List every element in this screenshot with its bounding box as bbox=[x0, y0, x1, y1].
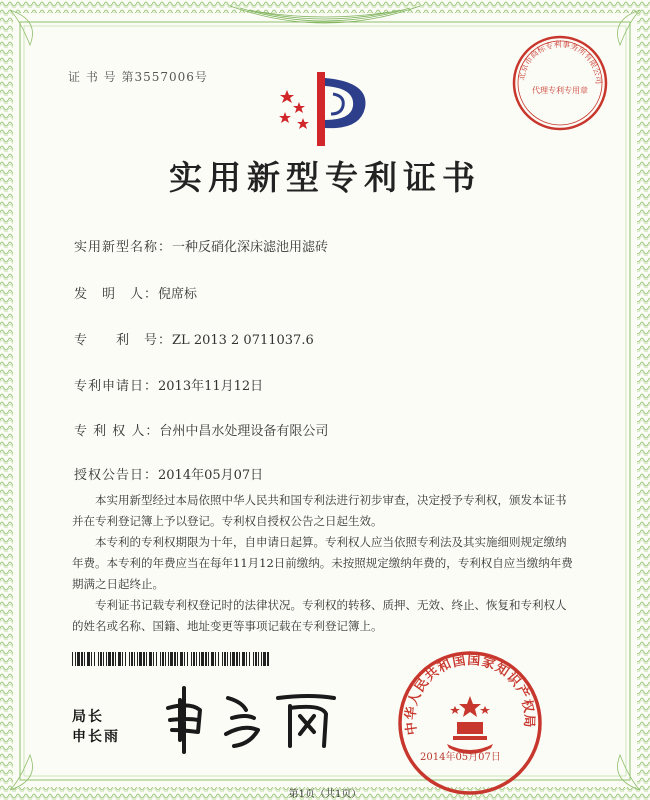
barcode-bar bbox=[184, 652, 185, 666]
certificate-number-label: 证 书 号 bbox=[68, 70, 117, 84]
barcode-bar bbox=[246, 652, 247, 666]
svg-text:北京市商标专利事务所有限公司 bbox=[516, 39, 603, 85]
field-value: 倪席标 bbox=[158, 287, 198, 302]
field-utility-model-name bbox=[74, 236, 328, 255]
field-grant-date bbox=[74, 464, 263, 483]
barcode-bar bbox=[230, 652, 231, 666]
barcode-bar bbox=[263, 652, 266, 666]
barcode-bar bbox=[115, 652, 116, 666]
barcode-bar bbox=[100, 652, 102, 666]
barcode-bar bbox=[125, 652, 126, 666]
barcode-bar bbox=[122, 652, 123, 666]
agency-stamp-text: 北京市商标专利事务所有限公司 bbox=[516, 39, 604, 85]
barcode-bar bbox=[199, 652, 200, 666]
office-seal bbox=[395, 648, 545, 798]
director-title: 局长 bbox=[72, 709, 104, 725]
barcode-bar bbox=[118, 652, 121, 666]
barcode-bar bbox=[156, 652, 157, 666]
barcode-bar bbox=[211, 652, 214, 666]
patent-office-logo bbox=[275, 68, 380, 148]
national-emblem-icon bbox=[447, 696, 493, 754]
barcode-bar bbox=[149, 652, 152, 666]
office-seal-date: 2014年05月07日 bbox=[420, 752, 501, 763]
barcode-bar bbox=[112, 652, 114, 666]
agency-stamp-inner: 代理专利专用章 bbox=[532, 86, 588, 95]
field-label: 授权公告日： bbox=[74, 468, 159, 483]
field-patent-number bbox=[74, 329, 314, 348]
barcode-bar bbox=[162, 652, 164, 666]
barcode-bar bbox=[81, 652, 83, 666]
field-label: 专 利 号： bbox=[74, 333, 173, 348]
agency-stamp bbox=[510, 33, 610, 133]
barcode-bar bbox=[143, 652, 145, 666]
page-footer: 第1页（共1页） bbox=[288, 789, 362, 800]
barcode-bar bbox=[255, 652, 257, 666]
barcode-bar bbox=[137, 652, 138, 666]
barcode-bar bbox=[205, 652, 207, 666]
barcode-bar bbox=[208, 652, 209, 666]
barcode-bar bbox=[249, 652, 250, 666]
barcode-bar bbox=[174, 652, 176, 666]
barcode-bar bbox=[215, 652, 216, 666]
barcode-bar bbox=[267, 652, 269, 666]
body-paragraph: 本实用新型经过本局依照中华人民共和国专利法进行初步审查，决定授予专利权，颁发本证书并在专利登记簿上予以登记。专利权自授权公告之日起生效。 bbox=[72, 493, 567, 528]
barcode-bar bbox=[196, 652, 197, 666]
barcode-bar bbox=[177, 652, 178, 666]
field-label: 实用新型名称： bbox=[74, 240, 173, 255]
barcode-bar bbox=[153, 652, 154, 666]
body-paragraph: 专利证书记载专利权登记时的法律状况。专利权的转移、质押、无效、终止、恢复和专利权人的姓名或名称、国籍、地址变更等事项记载在专利登记簿上。 bbox=[72, 598, 567, 633]
certificate-number-value: 第3557006号 bbox=[121, 70, 208, 84]
barcode-bar bbox=[91, 652, 92, 666]
barcode-bar bbox=[139, 652, 142, 666]
field-patentee bbox=[74, 420, 328, 439]
body-paragraph: 本专利的专利权期限为十年，自申请日起算。专利权人应当依照专利法及其实施细则规定缴纳年费。本专利的年费应当在每年11月12日前缴纳。未按照规定缴纳年费的，专利权自应当缴纳年费期满之日起终止。 bbox=[72, 535, 573, 591]
barcode-bar bbox=[75, 652, 76, 666]
barcode-bar bbox=[168, 652, 169, 666]
barcode-bar bbox=[87, 652, 90, 666]
field-label: 发 明 人： bbox=[74, 287, 159, 302]
barcode-bar bbox=[218, 652, 219, 666]
barcode-bar bbox=[258, 652, 259, 666]
office-seal-text: 中华人民共和国国家知识产权局 bbox=[403, 652, 537, 736]
barcode-bar bbox=[242, 652, 245, 666]
barcode-bar bbox=[106, 652, 107, 666]
barcode-bar bbox=[146, 652, 147, 666]
field-application-date bbox=[74, 375, 263, 394]
barcode-bar bbox=[94, 652, 95, 666]
barcode bbox=[72, 652, 272, 666]
barcode-bar bbox=[72, 652, 73, 666]
handwritten-signature bbox=[150, 680, 350, 760]
field-value: 台州中昌水处理设备有限公司 bbox=[159, 424, 329, 439]
page-title: 实用新型专利证书 bbox=[169, 158, 481, 197]
barcode-bar bbox=[227, 652, 228, 666]
barcode-bar bbox=[131, 652, 133, 666]
barcode-bar bbox=[180, 652, 183, 666]
barcode-bar bbox=[224, 652, 226, 666]
field-inventor bbox=[74, 283, 197, 302]
certificate-body bbox=[72, 490, 577, 637]
barcode-bar bbox=[170, 652, 173, 666]
barcode-bar bbox=[108, 652, 111, 666]
field-label: 专 利 权 人： bbox=[74, 424, 160, 439]
barcode-bar bbox=[134, 652, 135, 666]
field-value: 一种反硝化深床滤池用滤砖 bbox=[172, 240, 329, 255]
field-value: ZL 2013 2 0711037.6 bbox=[172, 333, 314, 348]
barcode-bar bbox=[239, 652, 240, 666]
barcode-bar bbox=[191, 652, 192, 666]
barcode-bar bbox=[129, 652, 130, 666]
field-value: 2014年05月07日 bbox=[158, 468, 264, 483]
barcode-bar bbox=[222, 652, 223, 666]
barcode-bar bbox=[98, 652, 99, 666]
barcode-bar bbox=[84, 652, 85, 666]
barcode-bar bbox=[261, 652, 262, 666]
barcode-bar bbox=[236, 652, 238, 666]
barcode-bar bbox=[201, 652, 204, 666]
barcode-bar bbox=[165, 652, 166, 666]
barcode-bar bbox=[232, 652, 235, 666]
barcode-bar bbox=[193, 652, 195, 666]
field-value: 2013年11月12日 bbox=[158, 379, 264, 394]
barcode-bar bbox=[253, 652, 254, 666]
barcode-bar bbox=[77, 652, 80, 666]
field-label: 专利申请日： bbox=[74, 379, 159, 394]
certificate-number bbox=[68, 68, 208, 85]
barcode-bar bbox=[103, 652, 104, 666]
barcode-bar bbox=[187, 652, 188, 666]
barcode-bar bbox=[160, 652, 161, 666]
director-name: 申长雨 bbox=[72, 729, 120, 745]
